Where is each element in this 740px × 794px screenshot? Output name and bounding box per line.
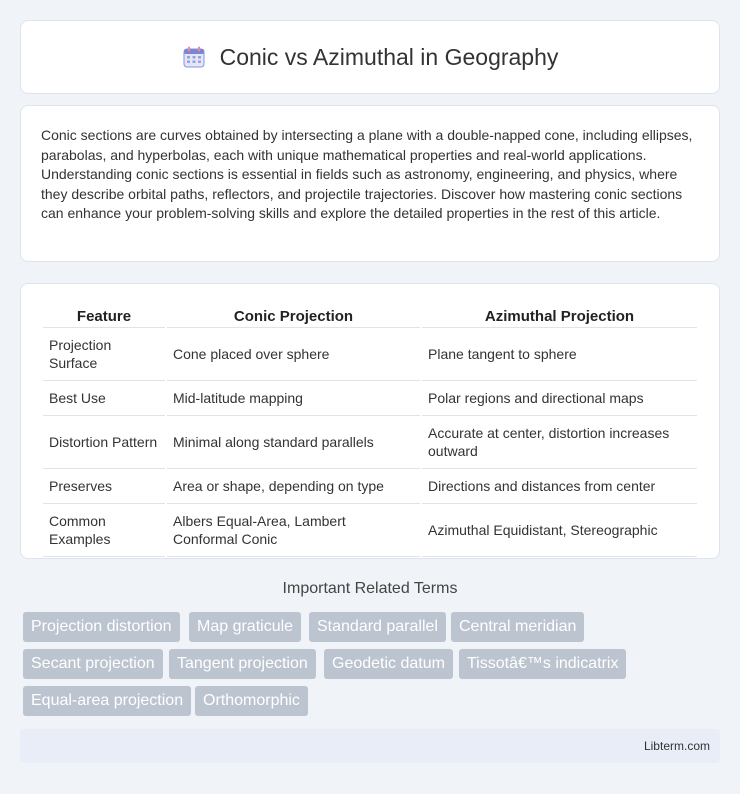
- table-cell: Best Use: [43, 381, 165, 416]
- calendar-icon: [182, 45, 206, 69]
- tag-geodetic-datum[interactable]: Geodetic datum: [324, 649, 453, 679]
- table-cell: Cone placed over sphere: [167, 328, 420, 381]
- tag-central-meridian[interactable]: Central meridian: [451, 612, 584, 642]
- column-header: Azimuthal Projection: [422, 304, 697, 328]
- tag-secant-projection[interactable]: Secant projection: [23, 649, 163, 679]
- table-row: [43, 504, 697, 557]
- tag-map-graticule[interactable]: Map graticule: [189, 612, 301, 642]
- table-row: [43, 328, 697, 381]
- table-cell: Plane tangent to sphere: [422, 328, 697, 381]
- related-terms-title: Important Related Terms: [282, 580, 458, 597]
- table-row: [43, 381, 697, 416]
- table-cell: Common Examples: [43, 504, 165, 557]
- intro-text: Conic sections are curves obtained by intersecting a plane with a double-napped cone, including ellipses, parabolas, and hyperbolas, each with unique mathematical properties and real-world applications. Understanding conic sections is essential in fields such as astronomy, engineering, and physics, where they describe orbital paths, reflectors, and projectile trajectories. Discover how mastering conic sections can enhance your problem-solving skills and explore the detailed properties in the rest of this article.: [41, 127, 693, 221]
- table-row: [43, 416, 697, 469]
- intro-card: [20, 105, 720, 262]
- comparison-table-card: [20, 283, 720, 559]
- footer-link[interactable]: Libterm.com: [643, 739, 710, 753]
- tag-projection-distortion[interactable]: Projection distortion: [23, 612, 180, 642]
- header-card: [20, 20, 720, 94]
- column-header: Conic Projection: [167, 304, 420, 328]
- tag-orthomorphic[interactable]: Orthomorphic: [195, 686, 308, 716]
- table-cell: Polar regions and directional maps: [422, 381, 697, 416]
- table-cell: Azimuthal Equidistant, Stereographic: [422, 504, 697, 557]
- tag-equal-area-projection[interactable]: Equal-area projection: [23, 686, 191, 716]
- table-cell: Albers Equal-Area, Lambert Conformal Conic: [167, 504, 420, 557]
- table-header-row: [43, 304, 697, 328]
- table-cell: Distortion Pattern: [43, 416, 165, 469]
- table-cell: Mid-latitude mapping: [167, 381, 420, 416]
- tag-tissots-indicatrix[interactable]: Tissotâ€™s indicatrix: [459, 649, 626, 679]
- table-cell: Area or shape, depending on type: [167, 469, 420, 504]
- table-cell: Directions and distances from center: [422, 469, 697, 504]
- table-cell: Minimal along standard parallels: [167, 416, 420, 469]
- comparison-table: [41, 304, 699, 557]
- page-title: Conic vs Azimuthal in Geography: [219, 43, 559, 70]
- table-cell: Preserves: [43, 469, 165, 504]
- tag-standard-parallel[interactable]: Standard parallel: [309, 612, 446, 642]
- tag-tangent-projection[interactable]: Tangent projection: [169, 649, 316, 679]
- column-header: Feature: [43, 304, 165, 328]
- table-cell: Accurate at center, distortion increases outward: [422, 416, 697, 469]
- footer: [20, 729, 720, 763]
- table-cell: Projection Surface: [43, 328, 165, 381]
- table-row: [43, 469, 697, 504]
